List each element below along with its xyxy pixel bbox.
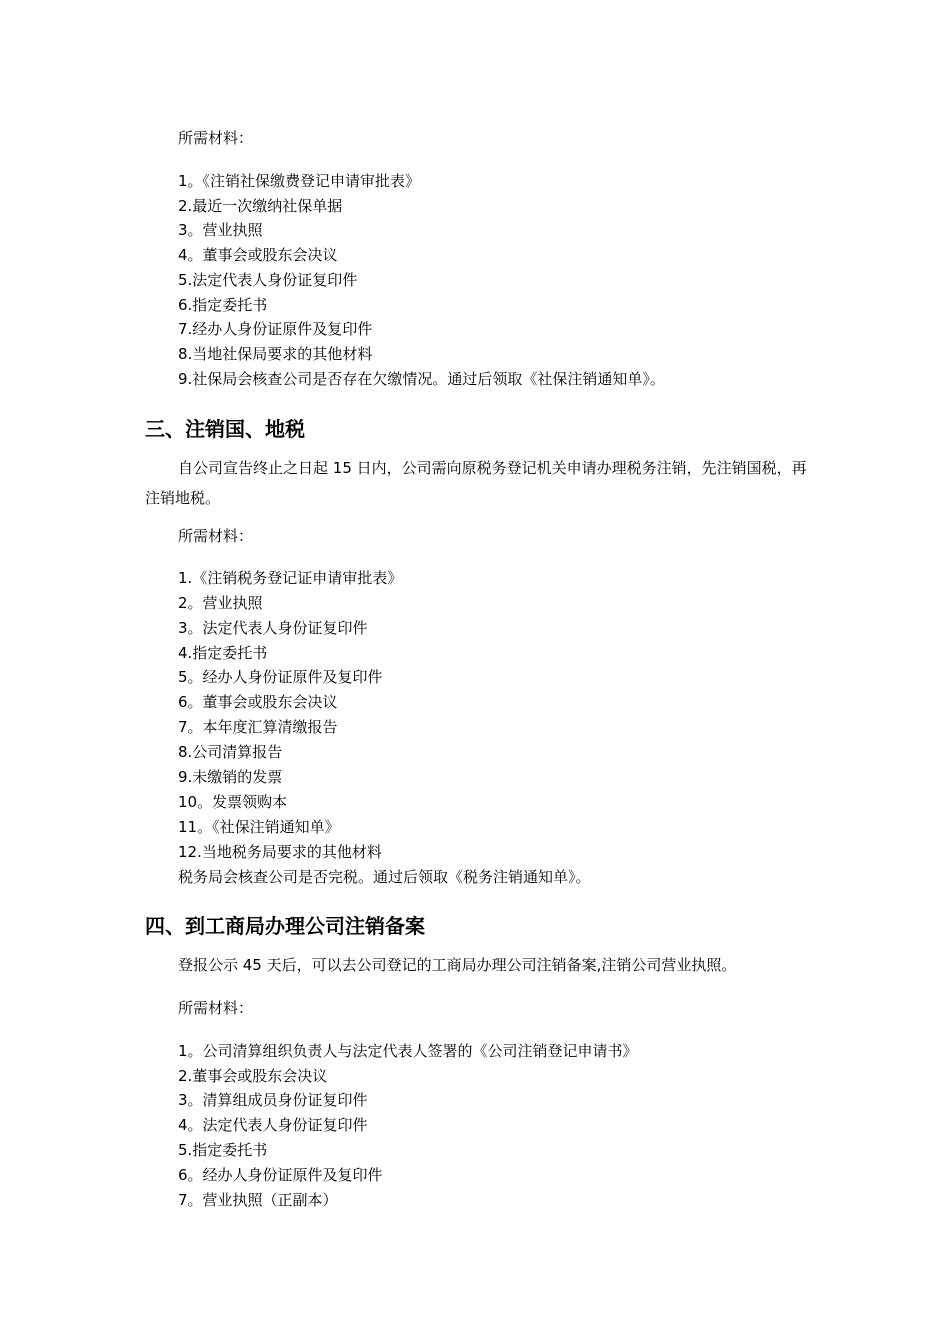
list-item: 1.《注销税务登记证申请审批表》 <box>178 569 403 587</box>
list-item: 7.经办人身份证原件及复印件 <box>178 320 373 338</box>
list-item: 3。法定代表人身份证复印件 <box>178 619 368 637</box>
section-heading: 四、到工商局办理公司注销备案 <box>145 914 425 938</box>
list-item: 9.社保局会核查公司是否存在欠缴情况。通过后领取《社保注销通知单》。 <box>178 370 665 388</box>
list-item: 8.公司清算报告 <box>178 743 283 761</box>
section-intro: 自公司宣告终止之日起 15 日内，公司需向原税务登记机关申请办理税务注销，先注销国税，再注销地税。 <box>145 459 807 507</box>
list-item: 3。营业执照 <box>178 221 263 239</box>
list-item: 5.指定委托书 <box>178 1141 268 1159</box>
section-intro: 登报公示 45 天后，可以去公司登记的工商局办理公司注销备案,注销公司营业执照。 <box>178 956 737 974</box>
list-item: 4.指定委托书 <box>178 644 268 662</box>
materials-label: 所需材料： <box>178 999 254 1017</box>
list-item: 4。董事会或股东会决议 <box>178 246 338 264</box>
list-item: 7。营业执照（正副本） <box>178 1191 338 1209</box>
list-item: 2。营业执照 <box>178 594 263 612</box>
list-item: 2.最近一次缴纳社保单据 <box>178 197 343 215</box>
materials-label: 所需材料： <box>178 527 254 545</box>
list-item: 2.董事会或股东会决议 <box>178 1067 328 1085</box>
list-item: 9.未缴销的发票 <box>178 768 283 786</box>
list-item: 12.当地税务局要求的其他材料 <box>178 843 382 861</box>
list-item: 1。《注销社保缴费登记申请审批表》 <box>178 172 421 190</box>
list-item: 1。公司清算组织负责人与法定代表人签署的《公司注销登记申请书》 <box>178 1042 638 1060</box>
list-item: 5。经办人身份证原件及复印件 <box>178 668 383 686</box>
list-item: 6。经办人身份证原件及复印件 <box>178 1166 383 1184</box>
list-item: 6.指定委托书 <box>178 296 268 314</box>
materials-label: 所需材料： <box>178 129 254 147</box>
list-item: 7。本年度汇算清缴报告 <box>178 718 338 736</box>
list-item: 5.法定代表人身份证复印件 <box>178 271 358 289</box>
list-item: 10。发票领购本 <box>178 793 288 811</box>
section-note: 税务局会核查公司是否完税。通过后领取《税务注销通知单》。 <box>178 868 591 886</box>
list-item: 3。清算组成员身份证复印件 <box>178 1091 368 1109</box>
list-item: 6。董事会或股东会决议 <box>178 693 338 711</box>
list-item: 8.当地社保局要求的其他材料 <box>178 345 373 363</box>
list-item: 11。《社保注销通知单》 <box>178 818 340 836</box>
section-heading: 三、注销国、地税 <box>145 417 305 441</box>
list-item: 4。法定代表人身份证复印件 <box>178 1116 368 1134</box>
